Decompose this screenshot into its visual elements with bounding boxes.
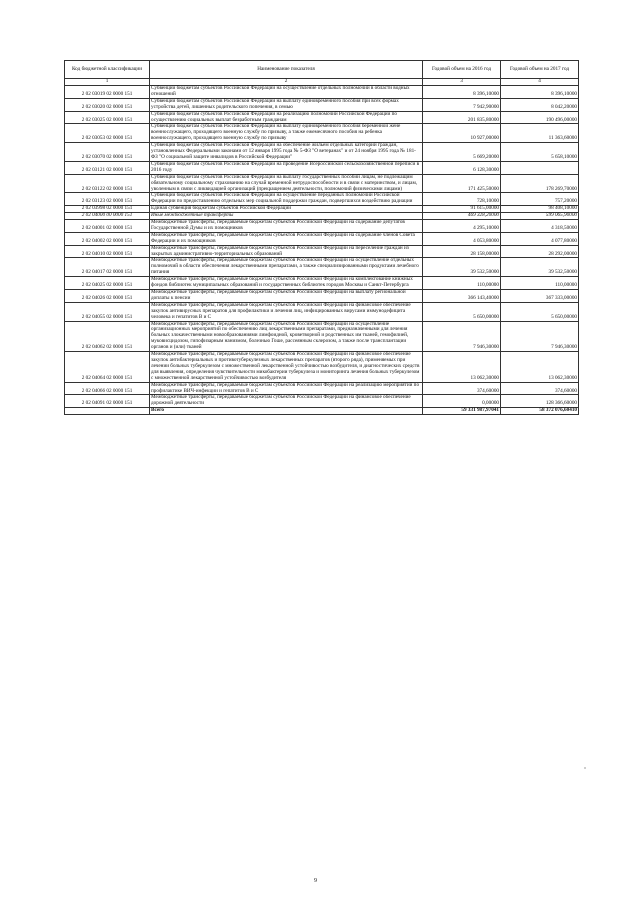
table-row [65,277,579,290]
header-row [65,61,579,79]
row-value-2016: 6 128,30000 [423,161,501,174]
table-row [65,220,579,233]
row-value-2017: 39 532,50000 [501,258,579,277]
row-code: 2 02 04010 02 0000 151 [65,245,150,258]
row-value-2016: 5 650,00000 [423,302,501,321]
row-name: Межбюджетные трансферты, передаваемые бюджетам субъектов Российской Федерации на осуществление организационных мероприятий по обеспечению лиц лекарственными препаратами, предназначенными для лечения больных злокачественными новообразованиями лимфоидной, кроветворной и родственных им тканей, гемофилией, муковисцидозом, гипофизарным нанизмом, болезнью Гоше, рассеянным склерозом, а также после трансплантации органов и (или) тканей [150,321,423,352]
row-code [65,408,150,415]
row-code: 2 02 04066 02 0000 151 [65,382,150,395]
row-name: Субвенции бюджетам субъектов Российской Федерации на выплату государственных пособий лицам, не подлежащим обязательному социальному страхованию на случай временной нетрудоспособности и в связи с материнством, и лицам, уволенным в связи с ликвидацией организаций (прекращением деятельности, полномочий физическими лицами) [150,174,423,193]
header-name: Наименование показателя [150,61,423,79]
row-name: Межбюджетные трансферты, передаваемые бюджетам субъектов Российской Федерации на финансовое обеспечение дорожной деятельности [150,395,423,408]
row-name: Субвенции бюджетам субъектов Российской Федерации на обеспечение жильем отдельных категорий граждан, установленных Федеральными законами от 12 января 1995 года № 5-ФЗ "О ветеранах" и от 24 ноября 1995 года № 181-ФЗ "О социальной защите инвалидов в Российской Федерации" [150,143,423,162]
row-code: 2 02 03020 02 0000 151 [65,98,150,111]
table-row [65,395,579,408]
row-value-2017 [501,161,579,174]
row-code: 2 02 03053 02 0000 151 [65,124,150,143]
row-value-2017: 190 496,00000 [501,111,579,124]
row-value-2017: 110,00000 [501,277,579,290]
row-name: Субвенции бюджетам субъектов Российской Федерации на выплату единовременного пособия при всех формах устройства детей, лишенных родительского попечения, в семью [150,98,423,111]
row-code: 2 02 04017 02 0000 151 [65,258,150,277]
row-value-2016: 366 143,40000 [423,290,501,303]
row-value-2017: 367 333,00000 [501,290,579,303]
row-code: 2 02 04091 02 0000 151 [65,395,150,408]
row-code: 2 02 03070 02 0000 151 [65,143,150,162]
row-code: 2 02 04062 02 0000 151 [65,321,150,352]
table-row [65,193,579,206]
row-name: Межбюджетные трансферты, передаваемые бюджетам субъектов Российской Федерации на финансовое обеспечение закупок антибактериальных и противотуберкулезных лекарственных препаратов (второго ряда), применяемых при лечении больных туберкулезом с множественной лекарственной устойчивостью возбудителя, и диагностических средств для выявления, определения чувствительности микобактерии туберкулеза и мониторинга лечения больных туберкулезом с множественной лекарственной устойчивостью возбудителя [150,352,423,383]
row-code: 2 02 03123 02 0000 151 [65,193,150,206]
row-value-2016: 39 532,50000 [423,258,501,277]
row-code: 2 02 04026 02 0000 151 [65,290,150,303]
row-code: 2 02 04001 02 0000 151 [65,220,150,233]
row-value-2016: 91 615,00000 [423,206,501,213]
row-value-2017: 757,20000 [501,193,579,206]
row-name: Субвенции бюджетам субъектов Российской Федерации на осуществление отдельных полномочий в области водных отношений [150,86,423,99]
row-value-2016: 201 835,80000 [423,111,501,124]
total-row [65,408,579,415]
row-value-2016: 5 669,20000 [423,143,501,162]
row-name: Межбюджетные трансферты, передаваемые бюджетам субъектов Российской Федерации на реализацию мероприятий по профилактике ВИЧ-инфекции и гепатитов В и С [150,382,423,395]
table-row [65,382,579,395]
row-value-2017: 5 658,10000 [501,143,579,162]
row-code: 2 02 03998 02 0000 151 [65,206,150,213]
row-name: Межбюджетные трансферты, передаваемые бюджетам субъектов Российской Федерации на комплектование книжных фондов библиотек муниципальных образований и государственных библиотек городов Москвы и Санкт-Петербурга [150,277,423,290]
row-value-2016: 728,10000 [423,193,501,206]
row-value-2017: 4 318,50000 [501,220,579,233]
column-number: 4 [501,79,579,86]
row-value-2016: 469 328,20000 [423,213,501,220]
row-code: 2 02 03122 02 0000 151 [65,174,150,193]
row-value-2017: 7 946,30000 [501,321,579,352]
row-name: Межбюджетные трансферты, передаваемые бюджетам субъектов Российской Федерации на содержание членов Совета Федерации и их помощников [150,232,423,245]
row-value-2017: 599 065,90000 [501,213,579,220]
row-code: 2 02 04064 02 0000 151 [65,352,150,383]
table-row [65,232,579,245]
row-code: 2 02 03025 02 0000 151 [65,111,150,124]
column-number: 2 [150,79,423,86]
row-value-2017: 4 077,80000 [501,232,579,245]
row-name: Межбюджетные трансферты, передаваемые бюджетам субъектов Российской Федерации на содержание депутатов Государственной Думы и их помощников [150,220,423,233]
row-code: 2 02 04055 02 0000 151 [65,302,150,321]
page-number: 9 [314,878,317,884]
row-name: Межбюджетные трансферты, передаваемые бюджетам субъектов Российской Федерации на финансовое обеспечение закупок антивирусных препаратов для профилактики и лечения лиц, инфицированных вирусами иммунодефицита человека и гепатитов В и С [150,302,423,321]
row-value-2017: 58 372 076,60410 [501,408,579,415]
row-value-2017: 5 650,00000 [501,302,579,321]
row-code: 2 02 03121 02 0000 151 [65,161,150,174]
row-name: Иные межбюджетные трансферты [150,213,423,220]
table-row [65,174,579,193]
row-name: Межбюджетные трансферты, передаваемые бюджетам субъектов Российской Федерации на выплату региональной доплаты к пенсии [150,290,423,303]
table-row [65,302,579,321]
header-2017: Годовой объем на 2017 год [501,61,579,79]
table-row [65,206,579,213]
corner-mark: " [584,768,587,773]
row-value-2016: 59 331 987,97041 [423,408,501,415]
row-value-2016: 13 062,30000 [423,352,501,383]
row-name: Всего [150,408,423,415]
row-value-2016: 4 295,10000 [423,220,501,233]
row-code: 2 02 04000 00 0000 151 [65,213,150,220]
header-2016: Годовой объем на 2016 год [423,61,501,79]
table-row [65,98,579,111]
column-number: 3 [423,79,501,86]
row-name: Субвенции бюджетам субъектов Российской Федерации на проведение Всероссийской сельскохозяйственной переписи в 2016 году [150,161,423,174]
table-row [65,290,579,303]
row-code: 2 02 03019 02 0000 151 [65,86,150,99]
row-name: Единая субвенция бюджетам субъектов Российской Федерации [150,206,423,213]
table-row [65,161,579,174]
row-value-2016: 0,00000 [423,395,501,408]
row-name: Межбюджетные трансферты, передаваемые бюджетам субъектов Российской Федерации на осуществление отдельных полномочий в области обеспечения лекарственными препаратами, а также специализированными продуктами лечебного питания [150,258,423,277]
budget-table [64,60,579,415]
row-value-2016: 110,00000 [423,277,501,290]
row-value-2017: 374,60000 [501,382,579,395]
row-value-2016: 4 053,80000 [423,232,501,245]
row-name: Субвенции бюджетам субъектов Российской Федерации на осуществление переданных полномочий Российской Федерации по предоставлению отдельных мер социальной поддержки граждан, подвергшихся воздействию радиации [150,193,423,206]
row-value-2017: 128 366,60000 [501,395,579,408]
table-row [65,321,579,352]
table-row [65,143,579,162]
table-row [65,258,579,277]
row-value-2017: 178 269,70000 [501,174,579,193]
row-name: Субвенции бюджетам субъектов Российской Федерации на реализацию полномочий Российской Федерации по осуществлению социальных выплат безработным гражданам [150,111,423,124]
row-name: Субвенции бюджетам субъектов Российской Федерации на выплату единовременного пособия беременной жене военнослужащего, проходящего военную службу по призыву, а также ежемесячного пособия на ребенка военнослужащего, проходящего военную службу по призыву [150,124,423,143]
table-row [65,124,579,143]
row-value-2016: 10 927,00000 [423,124,501,143]
row-value-2017: 98 408,10000 [501,206,579,213]
row-value-2016: 374,60000 [423,382,501,395]
row-value-2016: 171 425,50000 [423,174,501,193]
row-code: 2 02 04025 02 0000 151 [65,277,150,290]
table-row [65,352,579,383]
row-value-2017: 8 042,20000 [501,98,579,111]
row-value-2017: 8 396,10000 [501,86,579,99]
column-number: 1 [65,79,150,86]
table-row [65,86,579,99]
row-value-2017: 28 292,00000 [501,245,579,258]
row-code: 2 02 04002 02 0000 151 [65,232,150,245]
row-value-2016: 7 946,30000 [423,321,501,352]
row-value-2017: 11 363,60000 [501,124,579,143]
row-value-2016: 7 942,90000 [423,98,501,111]
row-value-2016: 28 158,00000 [423,245,501,258]
row-name: Межбюджетные трансферты, передаваемые бюджетам субъектов Российской Федерации на переселение граждан из закрытых административно-территориальных образований [150,245,423,258]
row-value-2016: 8 396,10000 [423,86,501,99]
header-code: Код бюджетной классификации [65,61,150,79]
row-value-2017: 13 062,30000 [501,352,579,383]
